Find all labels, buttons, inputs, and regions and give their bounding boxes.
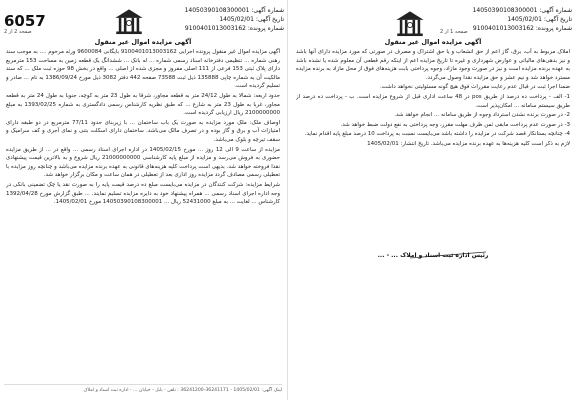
page-number: صفحه 2 از 2 <box>4 29 32 35</box>
notice-body <box>296 48 570 248</box>
page-1-document <box>290 0 576 400</box>
notice-date: تاریخ آگهی: 1405/02/01 <box>507 16 572 23</box>
body-paragraph: املاک مربوط به آب، برق، گاز اعم از حق انشعاب و یا حق اشتراک و مصرف در صورتی که مورد مزایده دارای آنها باشد و نیز بدهی‌های مالیاتی و عوارض شهرداری و غیره تا تاریخ مزایده اعم از اینکه رقم قطعی آن معلوم شده یا نشده باشد به عهده برنده مزایده است و نیز در صورت وجود مازاد، وجوه پرداختی بابت هزینه‌های فوق از محل مازاد به برنده مزایده مسترد خواهد شد و نیم عشر و حق مزایده نقدا وصول می‌گردد. <box>296 49 570 81</box>
body-paragraph: مزایده از ساعت 9 الی 12 روز ... مورخ 1405/02/15 در اداره اجرای اسناد رسمی ... واقع در ... از طریق مزایده حضوری به فروش می‌رسد و مزایده از مبلغ پایه کارشناسی 21000000000 ریال شروع و به بالاترین قیمت پیشنهادی نقدا فروخته خواهد شد. بدیهی است پرداخت کلیه هزینه‌های قانونی به عهده برنده مزایده می‌باشد و چنانچه روز مزایده با تعطیلی رسمی مصادف گردد مزایده روز اداری بعد از تعطیلی در همان ساعت و مکان برگزار خواهد شد. <box>6 146 280 179</box>
judiciary-emblem-icon <box>112 6 146 40</box>
body-paragraph: 1- الف - پرداخت ده درصد از طریق pos در 48 ساعت اداری قبل از شروع مزایده است. ب - پرداخت ده درصد از طریق سیستم سامانه ... امکان‌پذیر است. <box>296 93 570 109</box>
notice-metadata <box>452 6 572 33</box>
body-paragraph: حدود اربعه: شمالا به طول 24/12 متر به قطعه مجاور، شرقا به طول 23 متر به کوچه، جنوبا به طول 24 متر به قطعه مجاور، غربا به طول 23 متر به شارع ... که طبق نظریه کارشناس رسمی دادگستری به شماره 1393/02/25 به مبلغ 2100000000 ریال ارزیابی گردیده است. <box>6 92 280 117</box>
notice-title: آگهی مزایده اموال غیر منقول <box>384 38 482 46</box>
case-number: شماره پرونده: 9100401013003162 <box>184 25 284 32</box>
body-paragraph: آگهی مزایده اموال غیر منقول پرونده اجرایی 9100401013003162 بایگانی 9600084 ورثه مرحوم .... به موجب سند رهنی شماره ... تنظیمی دفترخانه اسناد رسمی شماره ... له بانک ... ششدانگ یک قطعه زمین به مساحت 153 مترمربع دارای پلاک ثبتی 153 فرعی از 111 اصلی مفروز و مجزی شده از اصلی ... واقع در بخش 98 حوزه ثبت ملک ... که سند مالکیت آن به شماره چاپی 135888 ذیل ثبت 73588 صفحه 442 دفتر 3082 ذیل مورخ 1386/09/24 به نام ... صادر و تسلیم گردیده است. <box>6 49 280 90</box>
body-paragraph: شرایط مزایده: شرکت کنندگان در مزایده می‌بایست مبلغ ده درصد قیمت پایه را به صورت نقد یا چک تضمینی بانکی در وجه اداره اجرای اسناد رسمی ... همراه پیشنهاد خود به دایره مزایده تسلیم نمایند. ... طبق گزارش مورخ 1392/04/28 کارشناس ... لغایت ... به مبلغ 52431000 ریال ... 14050390108300001 مورخ 1405/02/01. <box>6 181 280 206</box>
case-number: شماره پرونده: 9100401013003162 <box>472 25 572 32</box>
body-paragraph: ضمنا اجرا ثبت در قبال عدم رعایت مقررات فوق هیچ گونه مسئولیتی نخواهد داشت. <box>380 84 570 91</box>
document-number: 6057 <box>4 12 46 30</box>
notice-title: آگهی مزایده اموال غیر منقول <box>94 38 192 46</box>
body-paragraph: 2- در صورت برنده نشدن استرداد وجوه از طریق سامانه ... انجام خواهد شد. <box>394 112 570 119</box>
body-paragraph: اوصاف ملک: ملک مورد مزایده به صورت یک باب ساختمان ... با زیربنای حدود 77/11 مترمربع در دو طبقه دارای امتیازات آب و برق و گاز بوده و در تصرف مالک می‌باشد. ساختمان دارای اسکلت بتنی و نمای آجری و کف سرامیک و سقف تیرچه و بلوک می‌باشد. <box>6 119 280 143</box>
page-number: صفحه 1 از 2 <box>440 29 468 35</box>
page-footer: لینک آگهی: 1405/02/01 - 36241171-36241200 : تلفن - بابل - خیابان ... - اداره ثبت اسناد و املاک <box>4 384 282 394</box>
notice-number: شماره آگهی: 14050390108300001 <box>184 7 284 14</box>
body-paragraph: 4- چنانچه بستانکار قصد شرکت در مزایده را داشته باشد می‌بایست نسبت به پرداخت 10 درصد مبلغ پایه اقدام نماید. <box>304 131 570 138</box>
signatory-line: رئیس اداره ثبت اسناد و املاک ... - ... <box>377 252 489 259</box>
page-2-document <box>0 0 286 400</box>
page-divider <box>287 0 288 400</box>
notice-metadata <box>172 6 284 33</box>
notice-date: تاریخ آگهی: 1405/02/01 <box>219 16 284 23</box>
notice-number: شماره آگهی: 14050390108300001 <box>472 7 572 14</box>
body-paragraph: 3- در صورت عدم پرداخت مابقی ثمن ظرف مهلت مقرر، وجه پرداختی به نفع دولت ضبط خواهد شد. <box>340 121 570 128</box>
judiciary-emblem-icon <box>393 8 427 42</box>
body-paragraph: لازم به ذکر است کلیه هزینه‌ها به عهده برنده مزایده می‌باشد. تاریخ انتشار: 1405/02/01 <box>367 140 570 147</box>
notice-body <box>6 48 280 342</box>
